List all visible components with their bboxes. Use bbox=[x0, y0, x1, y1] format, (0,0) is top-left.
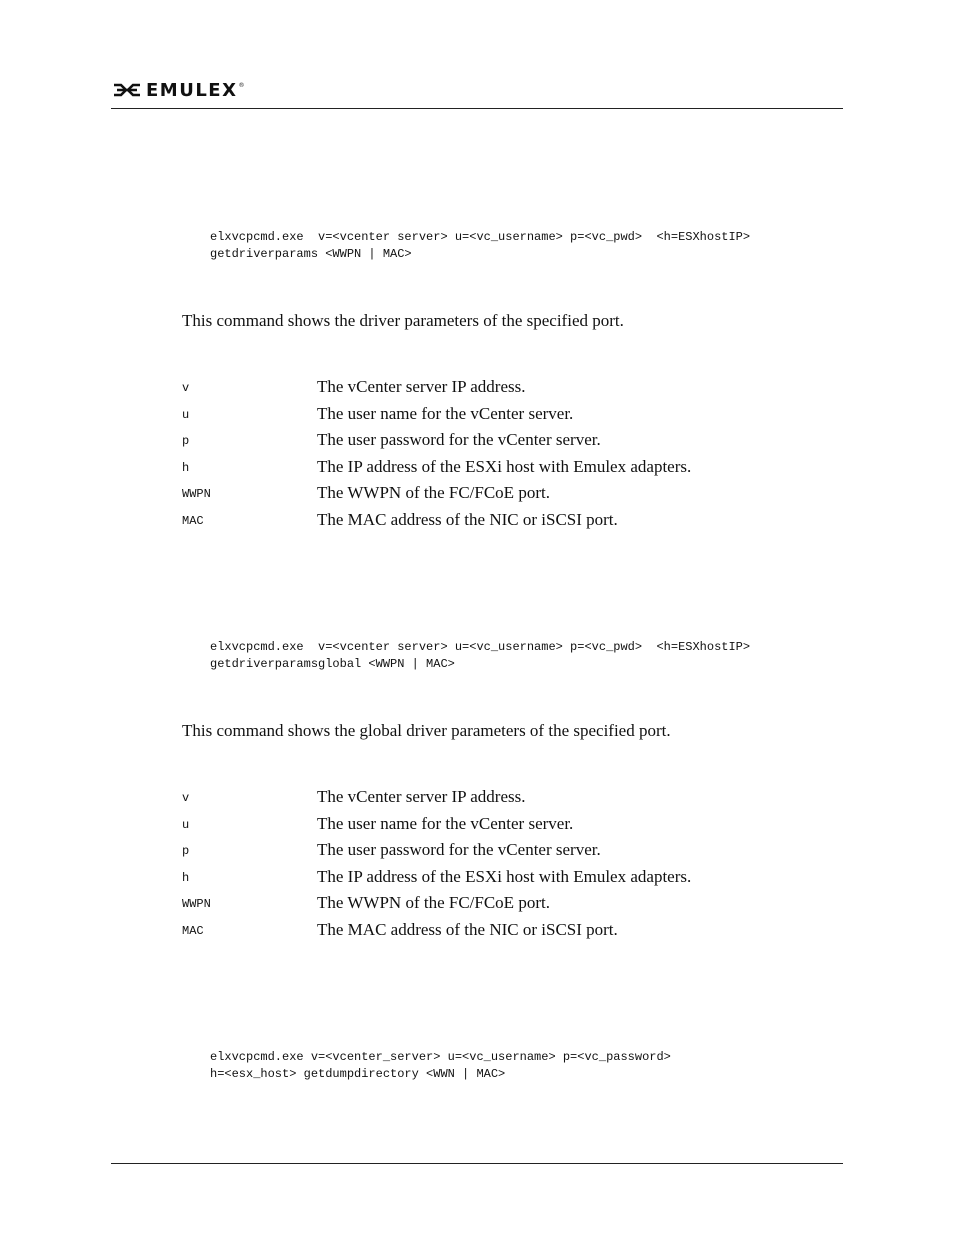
parameter-row bbox=[182, 787, 802, 814]
parameter-description: The user password for the vCenter server. bbox=[317, 840, 601, 860]
emulex-logo-icon bbox=[112, 82, 142, 98]
parameter-name: MAC bbox=[182, 923, 204, 938]
parameter-row bbox=[182, 510, 802, 537]
parameter-description: The IP address of the ESXi host with Emulex adapters. bbox=[317, 456, 692, 476]
footer-rule bbox=[111, 1163, 843, 1164]
parameter-row bbox=[182, 457, 802, 484]
parameter-description: The vCenter server IP address. bbox=[317, 787, 526, 806]
header-rule bbox=[111, 108, 843, 109]
parameter-name: MAC bbox=[182, 513, 204, 528]
parameter-row bbox=[182, 814, 802, 841]
parameter-description: The IP address of the ESXi host with Emulex adapters. bbox=[317, 866, 692, 886]
parameter-description: The vCenter server IP address. bbox=[317, 377, 526, 396]
logo-trademark: ® bbox=[238, 82, 245, 89]
emulex-logo bbox=[112, 80, 244, 100]
parameter-row bbox=[182, 867, 802, 894]
parameter-table bbox=[182, 377, 802, 537]
parameter-table bbox=[182, 787, 802, 947]
parameter-row bbox=[182, 404, 802, 431]
logo-wordmark: EMULEX bbox=[146, 79, 238, 101]
command-description: This command shows the driver parameters of the specified port. bbox=[182, 311, 624, 330]
parameter-description: The WWPN of the FC/FCoE port. bbox=[317, 483, 550, 503]
command-description: This command shows the global driver parameters of the specified port. bbox=[182, 721, 671, 740]
parameter-row bbox=[182, 920, 802, 947]
parameter-name: v bbox=[182, 791, 190, 805]
parameter-name: u bbox=[182, 407, 190, 422]
parameter-name: p bbox=[182, 844, 190, 859]
code-line: elxvcpcmd.exe v=<vcenter_server> u=<vc_username> p=<vc_password> bbox=[210, 1050, 671, 1064]
parameter-row bbox=[182, 377, 802, 404]
parameter-name: p bbox=[182, 434, 190, 449]
parameter-description: The MAC address of the NIC or iSCSI port. bbox=[317, 919, 618, 939]
command-syntax-getdriverparams bbox=[210, 229, 750, 263]
code-line: elxvcpcmd.exe v=<vcenter server> u=<vc_username> p=<vc_pwd> <h=ESXhostIP> bbox=[210, 230, 751, 244]
parameter-row bbox=[182, 483, 802, 510]
parameter-row bbox=[182, 893, 802, 920]
code-line: elxvcpcmd.exe v=<vcenter server> u=<vc_username> p=<vc_pwd> <h=ESXhostIP> bbox=[210, 640, 751, 654]
parameter-description: The MAC address of the NIC or iSCSI port. bbox=[317, 509, 618, 529]
code-line: getdriverparamsglobal <WWPN | MAC> bbox=[210, 657, 455, 671]
parameter-name: v bbox=[182, 381, 190, 395]
parameter-description: The user password for the vCenter server. bbox=[317, 430, 601, 450]
parameter-row bbox=[182, 430, 802, 457]
command-syntax-getdumpdirectory bbox=[210, 1049, 671, 1083]
code-line: getdriverparams <WWPN | MAC> bbox=[210, 247, 412, 261]
parameter-description: The user name for the vCenter server. bbox=[317, 813, 574, 833]
parameter-name: WWPN bbox=[182, 897, 211, 912]
parameter-name: h bbox=[182, 460, 190, 475]
parameter-description: The user name for the vCenter server. bbox=[317, 403, 574, 423]
parameter-name: u bbox=[182, 817, 190, 832]
parameter-row bbox=[182, 840, 802, 867]
parameter-name: h bbox=[182, 870, 190, 885]
command-syntax-getdriverparamsglobal bbox=[210, 639, 750, 673]
parameter-description: The WWPN of the FC/FCoE port. bbox=[317, 893, 550, 913]
parameter-name: WWPN bbox=[182, 487, 211, 502]
code-line: h=<esx_host> getdumpdirectory <WWN | MAC> bbox=[210, 1067, 506, 1081]
